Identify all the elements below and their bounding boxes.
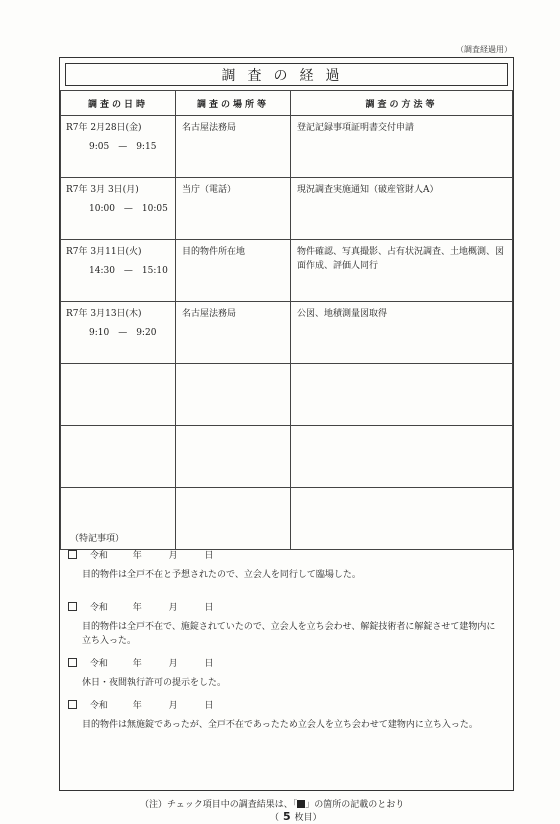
method-cell: 物件確認、写真撮影、占有状況調査、土地概測、図面作成、評価人同行 <box>291 240 513 302</box>
method-cell: 現況調査実施通知（破産管財人A） <box>291 178 513 240</box>
table-row <box>61 116 513 178</box>
place-cell: 目的物件所在地 <box>176 240 291 302</box>
footnote-prefix: （注）チェック項目中の調査結果は、「 <box>140 800 298 810</box>
place-cell <box>176 426 291 488</box>
date-text: R7年 3月13日(木) <box>66 309 142 319</box>
date-cell <box>61 426 176 488</box>
page-title: 調査の経過 <box>65 63 508 86</box>
method-cell <box>291 426 513 488</box>
table-row <box>61 426 513 488</box>
time-text: 9:10 — 9:20 <box>89 328 157 338</box>
note-era: 令和 <box>89 701 108 711</box>
date-cell <box>61 240 176 302</box>
page-number <box>270 810 322 823</box>
method-cell: 公図、地積測量図取得 <box>291 302 513 364</box>
note-era: 令和 <box>89 603 108 613</box>
table-row <box>61 488 513 550</box>
table-row <box>61 302 513 364</box>
note-month: 月 <box>168 603 178 613</box>
note-text: 目的物件は全戸不在と予想されたので、立会人を同行して臨場した。 <box>82 570 361 580</box>
date-cell <box>61 178 176 240</box>
place-cell: 名古屋法務局 <box>176 116 291 178</box>
note-month: 月 <box>168 551 178 561</box>
place-cell: 当庁（電話） <box>176 178 291 240</box>
table-row <box>61 240 513 302</box>
col-header-method: 調査の方法等 <box>291 91 513 116</box>
time-text: 14:30 — 15:10 <box>89 266 168 276</box>
note-day: 日 <box>204 701 214 711</box>
note-month: 月 <box>168 659 178 669</box>
page-open: （ <box>270 813 280 823</box>
date-cell <box>61 116 176 178</box>
method-cell: 登記記録事項証明書交付申請 <box>291 116 513 178</box>
page-suffix: 枚目） <box>294 813 322 823</box>
notes-label: （特記事項） <box>70 534 125 544</box>
note-era: 令和 <box>89 551 108 561</box>
checkbox[interactable] <box>68 700 77 709</box>
date-cell <box>61 302 176 364</box>
footnote <box>140 797 404 810</box>
page-number-value: 5 <box>283 810 291 823</box>
place-cell <box>176 364 291 426</box>
note-month: 月 <box>168 701 178 711</box>
note-year: 年 <box>132 551 142 561</box>
time-text: 9:05 — 9:15 <box>89 142 157 152</box>
note-entry <box>68 548 502 582</box>
checkbox[interactable] <box>68 550 77 559</box>
method-cell <box>291 488 513 550</box>
method-cell <box>291 364 513 426</box>
form-frame <box>59 57 514 791</box>
date-text: R7年 3月11日(火) <box>66 247 142 257</box>
note-era: 令和 <box>89 659 108 669</box>
note-year: 年 <box>132 659 142 669</box>
note-year: 年 <box>132 603 142 613</box>
note-entry <box>68 698 502 732</box>
place-cell: 名古屋法務局 <box>176 302 291 364</box>
note-day: 日 <box>204 659 214 669</box>
survey-table <box>60 90 513 550</box>
table-row <box>61 178 513 240</box>
note-text: 休日・夜間執行許可の提示をした。 <box>82 678 227 688</box>
note-day: 日 <box>204 603 214 613</box>
time-text: 10:00 — 10:05 <box>89 204 168 214</box>
date-cell <box>61 364 176 426</box>
date-text: R7年 2月28日(金) <box>66 123 142 133</box>
checkbox[interactable] <box>68 602 77 611</box>
note-text: 目的物件は無施錠であったが、全戸不在であったため立会人を立ち会わせて建物内に立ち入った。 <box>82 720 478 730</box>
col-header-date: 調査の日時 <box>61 91 176 116</box>
table-row <box>61 364 513 426</box>
checkbox[interactable] <box>68 658 77 667</box>
note-text: 目的物件は全戸不在で、施錠されていたので、立会人を立ち会わせ、解錠技術者に解錠させて建物内に立ち入った。 <box>82 622 496 646</box>
col-header-place: 調査の場所等 <box>176 91 291 116</box>
footnote-suffix: 」の箇所の記載のとおり <box>305 800 405 810</box>
header-note: （調査経過用） <box>456 45 512 54</box>
note-year: 年 <box>132 701 142 711</box>
note-entry <box>68 600 502 648</box>
note-day: 日 <box>204 551 214 561</box>
note-entry <box>68 656 502 690</box>
place-cell <box>176 488 291 550</box>
date-text: R7年 3月 3日(月) <box>66 185 139 195</box>
table-header <box>61 91 513 116</box>
